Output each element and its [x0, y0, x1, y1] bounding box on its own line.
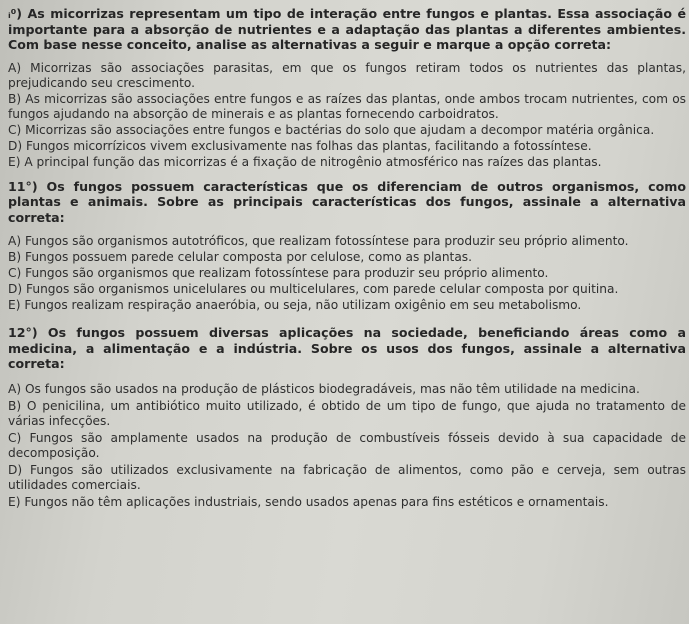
question-10: [8, 6, 686, 170]
question-12-option-c: C) Fungos são amplamente usados na produção de combustíveis fósseis devido à sua capacidade de decomposição.: [8, 430, 686, 460]
question-10-option-e: E) A principal função das micorrizas é a fixação de nitrogênio atmosférico nas raízes das plantas.: [8, 154, 602, 169]
question-10-option-a: A) Micorrizas são associações parasitas, em que os fungos retiram todos os nutrientes das plantas, prejudicando seu crescimento.: [8, 60, 686, 90]
question-10-option-b: B) As micorrizas são associações entre fungos e as raízes das plantas, onde ambos trocam nutrientes, com os fungos ajudando na absorção de minerais e as plantas fornecendo carboidratos.: [8, 91, 686, 121]
question-12: [8, 325, 686, 510]
question-11-option-c: C) Fungos são organismos que realizam fotossíntese para produzir seu próprio alimento.: [8, 266, 549, 280]
question-12-heading: 12°) Os fungos possuem diversas aplicações na sociedade, beneficiando áreas como a medicina, a alimentação e a indústria. Sobre os usos dos fungos, assinale a alternativa correta:: [8, 325, 686, 371]
question-11-option-a: A) Fungos são organismos autotróficos, que realizam fotossíntese para produzir seu próprio alimento.: [8, 234, 629, 248]
question-11: [8, 179, 686, 314]
question-10-option-c: C) Micorrizas são associações entre fungos e bactérias do solo que ajudam a decompor matéria orgânica.: [8, 122, 655, 137]
question-10-option-d: D) Fungos micorrízicos vivem exclusivamente nas folhas das plantas, facilitando a fotossíntese.: [8, 138, 592, 153]
question-11-option-b: B) Fungos possuem parede celular composta por celulose, como as plantas.: [8, 250, 473, 264]
question-12-option-e: E) Fungos não têm aplicações industriais, sendo usados apenas para fins estéticos e ornamentais.: [8, 494, 609, 509]
question-12-option-d: D) Fungos são utilizados exclusivamente na fabricação de alimentos, como pão e cerveja, sem outras utilidades comerciais.: [8, 462, 686, 492]
question-11-option-e: E) Fungos realizam respiração anaeróbia, ou seja, não utilizam oxigênio em seu metabolismo.: [8, 298, 582, 312]
question-12-option-b: B) O penicilina, um antibiótico muito utilizado, é obtido de um tipo de fungo, que ajuda no tratamento de várias infecções.: [8, 398, 686, 428]
question-10-heading: ᵢ⁰) As micorrizas representam um tipo de interação entre fungos e plantas. Essa associação é importante para a absorção de nutrientes e a adaptação das plantas a diferentes ambientes. Com base nesse conceito, analise as alternativas a seguir e marque a opção correta:: [8, 6, 686, 52]
worksheet-page: [8, 6, 686, 512]
question-11-option-d: D) Fungos são organismos unicelulares ou multicelulares, com parede celular composta por quitina.: [8, 282, 619, 296]
question-11-heading: 11°) Os fungos possuem características que os diferenciam de outros organismos, como plantas e animais. Sobre as principais características dos fungos, assinale a alternativa correta:: [8, 178, 686, 225]
question-12-option-a: A) Os fungos são usados na produção de plásticos biodegradáveis, mas não têm utilidade na medicina.: [8, 381, 640, 396]
